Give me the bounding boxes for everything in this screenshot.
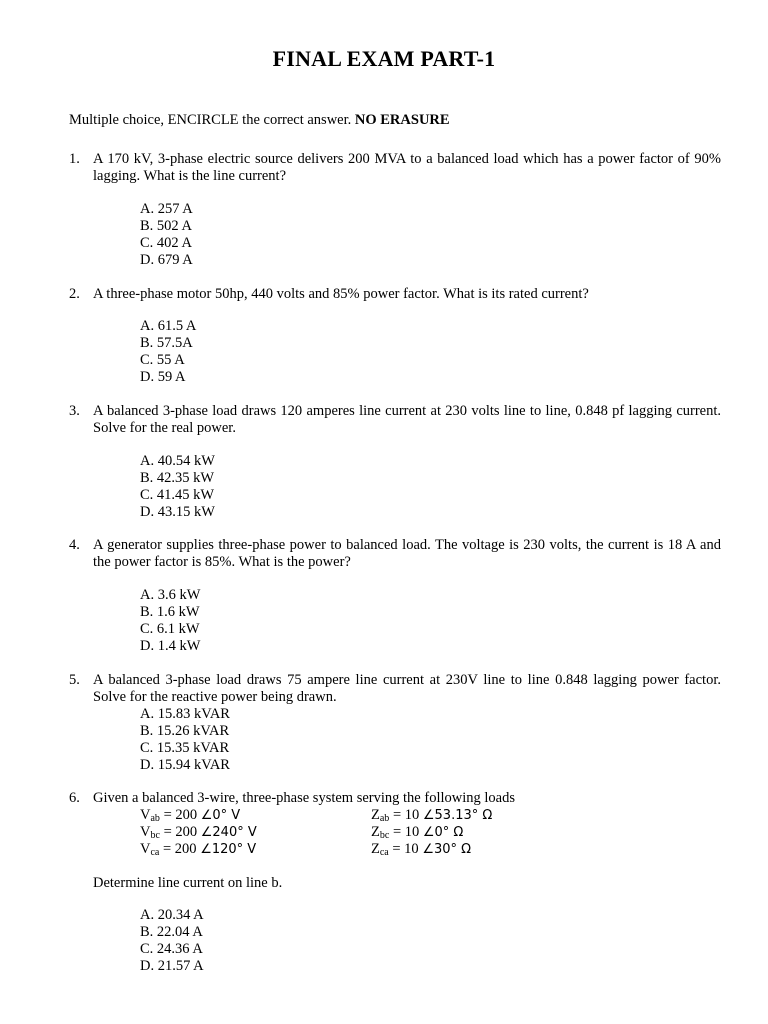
- choice-d[interactable]: D. 15.94 kVAR: [140, 757, 230, 773]
- voltage-value: $V_{ab} = 200$ ∠0° V: [140, 807, 241, 824]
- question-number: 4.: [69, 537, 80, 553]
- instructions-text: Multiple choice, ENCIRCLE the correct answer.: [69, 112, 352, 128]
- question-text: A balanced 3-phase load draws 75 ampere line current at 230V line to line 0.848 lagging power factor. Solve for the reactive power being drawn.: [93, 672, 721, 705]
- choice-c[interactable]: C. 15.35 kVAR: [140, 740, 230, 756]
- choice-d[interactable]: D. 1.4 kW: [140, 638, 201, 654]
- choice-c[interactable]: C. 41.45 kW: [140, 487, 215, 503]
- question-number: 2.: [69, 286, 80, 302]
- question-number: 6.: [69, 790, 80, 806]
- choice-b[interactable]: B. 502 A: [140, 218, 192, 234]
- choices-question-1: [140, 201, 193, 269]
- choice-b[interactable]: B. 57.5A: [140, 335, 193, 351]
- choices-question-5: [140, 706, 230, 774]
- choice-b[interactable]: B. 22.04 A: [140, 924, 203, 940]
- given-values: [140, 807, 540, 858]
- question-3: [69, 403, 721, 437]
- question-text: Given a balanced 3-wire, three-phase system serving the following loads: [93, 790, 515, 806]
- given-row: [140, 807, 540, 824]
- question-number: 3.: [69, 403, 80, 419]
- question-4: [69, 537, 721, 571]
- impedance-value: $Z_{ca} = 10$ ∠30° Ω: [371, 841, 472, 858]
- question-5: [69, 672, 721, 706]
- given-row: [140, 824, 540, 841]
- choice-d[interactable]: D. 21.57 A: [140, 958, 204, 974]
- question-number: 1.: [69, 151, 80, 167]
- instructions-emphasis: NO ERASURE: [354, 112, 450, 128]
- choices-question-4: [140, 587, 200, 655]
- question-2: [69, 286, 721, 303]
- choice-c[interactable]: C. 55 A: [140, 352, 185, 368]
- question-text: A generator supplies three-phase power to balanced load. The voltage is 230 volts, the current is 18 A and the power factor is 85%. What is the power?: [93, 537, 721, 570]
- choice-b[interactable]: B. 1.6 kW: [140, 604, 200, 620]
- choice-c[interactable]: C. 24.36 A: [140, 941, 203, 957]
- choice-a[interactable]: A. 257 A: [140, 201, 193, 217]
- choice-a[interactable]: A. 61.5 A: [140, 318, 197, 334]
- choices-question-3: [140, 453, 215, 521]
- choice-d[interactable]: D. 679 A: [140, 252, 193, 268]
- choice-d[interactable]: D. 43.15 kW: [140, 504, 215, 520]
- question-1: [69, 151, 721, 185]
- page-title: FINAL EXAM PART-1: [272, 46, 496, 71]
- question-number: 5.: [69, 672, 80, 688]
- question-6-subtext: Determine line current on line b.: [93, 875, 283, 891]
- choice-c[interactable]: C. 6.1 kW: [140, 621, 200, 637]
- choices-question-2: [140, 318, 196, 386]
- choices-question-6: [140, 907, 204, 975]
- instructions: [69, 112, 450, 129]
- voltage-value: $V_{ca} = 200$ ∠120° V: [140, 841, 257, 858]
- choice-a[interactable]: A. 40.54 kW: [140, 453, 215, 469]
- given-row: [140, 841, 540, 858]
- impedance-value: $Z_{bc} = 10$ ∠0° Ω: [371, 824, 464, 841]
- choice-b[interactable]: B. 15.26 kVAR: [140, 723, 230, 739]
- impedance-value: $Z_{ab} = 10$ ∠53.13° Ω: [371, 807, 493, 824]
- choice-d[interactable]: D. 59 A: [140, 369, 186, 385]
- choice-b[interactable]: B. 42.35 kW: [140, 470, 215, 486]
- question-text: A balanced 3-phase load draws 120 amperes line current at 230 volts line to line, 0.848 pf lagging current. Solve for the real power.: [93, 403, 721, 436]
- question-text: A three-phase motor 50hp, 440 volts and 85% power factor. What is its rated current?: [93, 286, 589, 302]
- choice-c[interactable]: C. 402 A: [140, 235, 192, 251]
- question-6: [69, 790, 721, 807]
- voltage-value: $V_{bc} = 200$ ∠240° V: [140, 824, 257, 841]
- choice-a[interactable]: A. 3.6 kW: [140, 587, 201, 603]
- choice-a[interactable]: A. 20.34 A: [140, 907, 204, 923]
- question-text: A 170 kV, 3-phase electric source delivers 200 MVA to a balanced load which has a power factor of 90% lagging. What is the line current?: [93, 151, 721, 184]
- choice-a[interactable]: A. 15.83 kVAR: [140, 706, 230, 722]
